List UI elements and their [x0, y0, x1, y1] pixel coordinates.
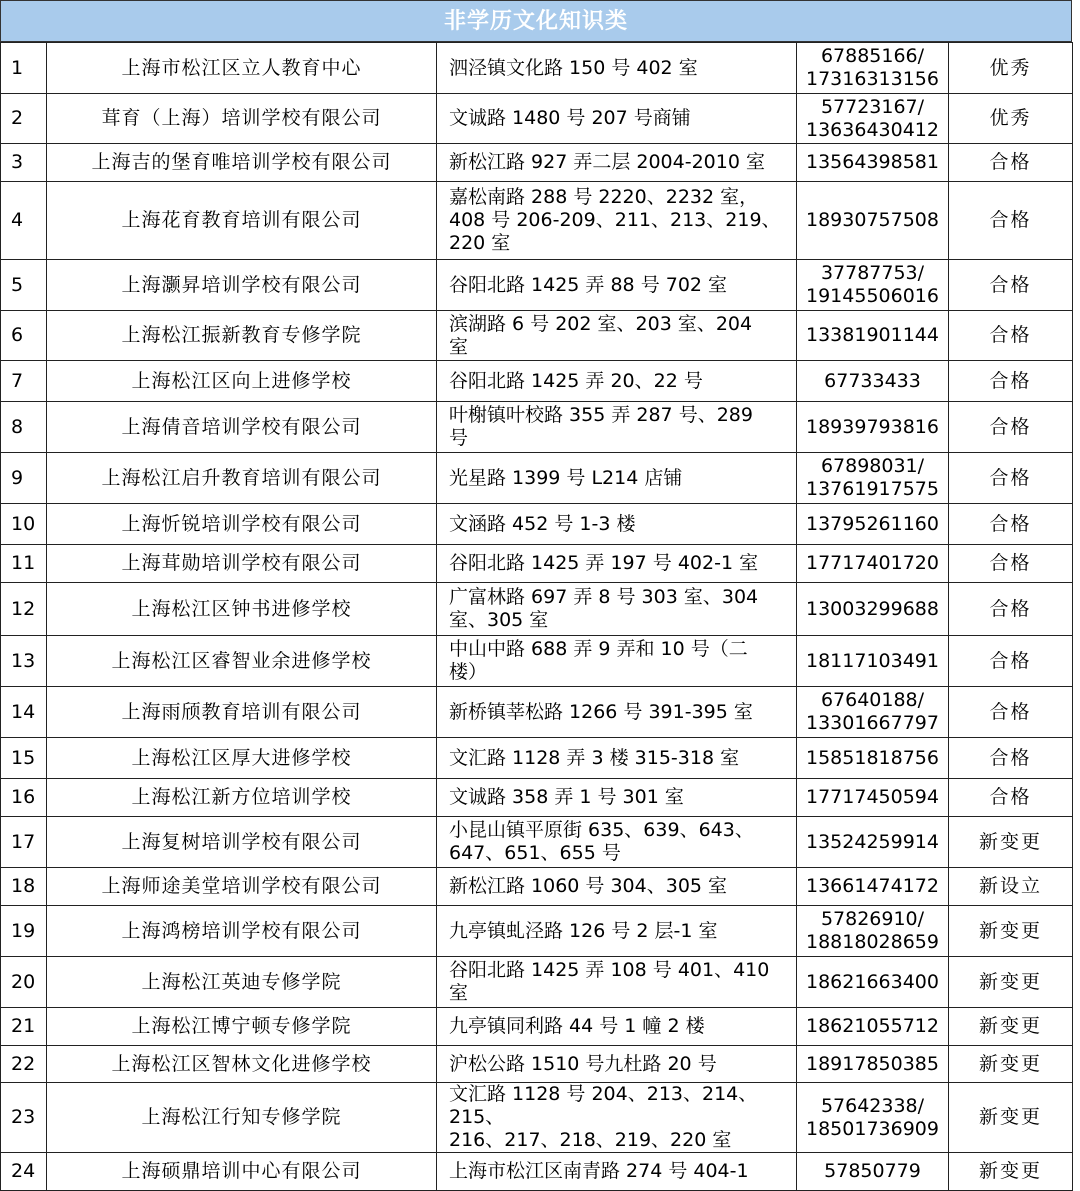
- address-cell: 九亭镇虬泾路 126 号 2 层-1 室: [437, 906, 797, 957]
- address-cell: 谷阳北路 1425 弄 108 号 401、410 室: [437, 957, 797, 1008]
- address-cell: 叶榭镇叶校路 355 弄 287 号、289 号: [437, 402, 797, 453]
- phone-cell: 18930757508: [797, 182, 949, 260]
- row-number-cell: 7: [1, 361, 47, 402]
- table-row: [1, 1046, 1073, 1083]
- row-number-cell: 4: [1, 182, 47, 260]
- address-cell: 光星路 1399 号 L214 店铺: [437, 453, 797, 504]
- row-number-cell: 16: [1, 779, 47, 817]
- table-row: [1, 1008, 1073, 1046]
- phone-cell: 67640188/ 13301667797: [797, 687, 949, 738]
- grade-cell: 合格: [949, 402, 1073, 453]
- table-row: [1, 43, 1073, 94]
- row-number-cell: 11: [1, 545, 47, 583]
- grade-cell: 新变更: [949, 817, 1073, 868]
- row-number-cell: 3: [1, 144, 47, 182]
- phone-cell: 17717450594: [797, 779, 949, 817]
- grade-cell: 合格: [949, 779, 1073, 817]
- table-row: [1, 906, 1073, 957]
- row-number-cell: 17: [1, 817, 47, 868]
- row-number-cell: 15: [1, 738, 47, 779]
- institution-name-cell: 上海师途美堂培训学校有限公司: [47, 868, 437, 906]
- row-number-cell: 18: [1, 868, 47, 906]
- address-cell: 九亭镇同利路 44 号 1 幢 2 楼: [437, 1008, 797, 1046]
- institution-name-cell: 上海松江区向上进修学校: [47, 361, 437, 402]
- table-row: [1, 260, 1073, 311]
- table-body: [1, 43, 1073, 1191]
- row-number-cell: 20: [1, 957, 47, 1008]
- institution-name-cell: 上海松江区智林文化进修学校: [47, 1046, 437, 1083]
- phone-cell: 13564398581: [797, 144, 949, 182]
- row-number-cell: 2: [1, 94, 47, 144]
- institution-name-cell: 上海硕鼎培训中心有限公司: [47, 1153, 437, 1191]
- institution-name-cell: 上海雨颀教育培训有限公司: [47, 687, 437, 738]
- address-cell: 中山中路 688 弄 9 弄和 10 号（二 楼）: [437, 636, 797, 687]
- address-cell: 滨湖路 6 号 202 室、203 室、204 室: [437, 311, 797, 361]
- institution-name-cell: 上海松江英迪专修学院: [47, 957, 437, 1008]
- row-number-cell: 1: [1, 43, 47, 94]
- table-row: [1, 583, 1073, 636]
- grade-cell: 合格: [949, 144, 1073, 182]
- address-cell: 新松江路 927 弄二层 2004-2010 室: [437, 144, 797, 182]
- institution-name-cell: 上海灏昇培训学校有限公司: [47, 260, 437, 311]
- grade-cell: 合格: [949, 738, 1073, 779]
- grade-cell: 优秀: [949, 94, 1073, 144]
- address-cell: 文汇路 1128 弄 3 楼 315-318 室: [437, 738, 797, 779]
- address-cell: 广富林路 697 弄 8 号 303 室、304 室、305 室: [437, 583, 797, 636]
- table-row: [1, 868, 1073, 906]
- row-number-cell: 9: [1, 453, 47, 504]
- address-cell: 新松江路 1060 号 304、305 室: [437, 868, 797, 906]
- grade-cell: 新变更: [949, 957, 1073, 1008]
- grade-cell: 优秀: [949, 43, 1073, 94]
- phone-cell: 18621663400: [797, 957, 949, 1008]
- phone-cell: 18621055712: [797, 1008, 949, 1046]
- row-number-cell: 19: [1, 906, 47, 957]
- table-row: [1, 779, 1073, 817]
- grade-cell: 新设立: [949, 868, 1073, 906]
- institution-name-cell: 上海吉的堡育唯培训学校有限公司: [47, 144, 437, 182]
- address-cell: 嘉松南路 288 号 2220、2232 室， 408 号 206-209、211、213、219、 220 室: [437, 182, 797, 260]
- table-row: [1, 94, 1073, 144]
- grade-cell: 合格: [949, 583, 1073, 636]
- row-number-cell: 21: [1, 1008, 47, 1046]
- address-cell: 谷阳北路 1425 弄 88 号 702 室: [437, 260, 797, 311]
- row-number-cell: 14: [1, 687, 47, 738]
- row-number-cell: 10: [1, 504, 47, 545]
- phone-cell: 13003299688: [797, 583, 949, 636]
- address-cell: 文诚路 358 弄 1 号 301 室: [437, 779, 797, 817]
- address-cell: 谷阳北路 1425 弄 197 号 402-1 室: [437, 545, 797, 583]
- grade-cell: 合格: [949, 545, 1073, 583]
- phone-cell: 13795261160: [797, 504, 949, 545]
- grade-cell: 新变更: [949, 1083, 1073, 1153]
- table-row: [1, 504, 1073, 545]
- address-cell: 谷阳北路 1425 弄 20、22 号: [437, 361, 797, 402]
- phone-cell: 18917850385: [797, 1046, 949, 1083]
- address-cell: 泗泾镇文化路 150 号 402 室: [437, 43, 797, 94]
- institution-name-cell: 上海鸿榜培训学校有限公司: [47, 906, 437, 957]
- row-number-cell: 5: [1, 260, 47, 311]
- grade-cell: 合格: [949, 260, 1073, 311]
- grade-cell: 合格: [949, 636, 1073, 687]
- grade-cell: 新变更: [949, 1153, 1073, 1191]
- institution-name-cell: 上海松江区厚大进修学校: [47, 738, 437, 779]
- institution-name-cell: 上海茸勋培训学校有限公司: [47, 545, 437, 583]
- grade-cell: 合格: [949, 182, 1073, 260]
- table-row: [1, 687, 1073, 738]
- address-cell: 文涵路 452 号 1-3 楼: [437, 504, 797, 545]
- table-row: [1, 545, 1073, 583]
- phone-cell: 18117103491: [797, 636, 949, 687]
- institution-name-cell: 上海花育教育培训有限公司: [47, 182, 437, 260]
- phone-cell: 13381901144: [797, 311, 949, 361]
- institution-name-cell: 上海倩音培训学校有限公司: [47, 402, 437, 453]
- table-row: [1, 738, 1073, 779]
- grade-cell: 新变更: [949, 1008, 1073, 1046]
- phone-cell: 67898031/ 13761917575: [797, 453, 949, 504]
- institution-name-cell: 上海松江区钟书进修学校: [47, 583, 437, 636]
- table-row: [1, 182, 1073, 260]
- phone-cell: 67733433: [797, 361, 949, 402]
- table-row: [1, 144, 1073, 182]
- grade-cell: 合格: [949, 311, 1073, 361]
- row-number-cell: 13: [1, 636, 47, 687]
- table-row: [1, 453, 1073, 504]
- address-cell: 小昆山镇平原街 635、639、643、 647、651、655 号: [437, 817, 797, 868]
- table-title: 非学历文化知识类: [0, 0, 1072, 42]
- row-number-cell: 23: [1, 1083, 47, 1153]
- grade-cell: 新变更: [949, 906, 1073, 957]
- row-number-cell: 24: [1, 1153, 47, 1191]
- address-cell: 新桥镇莘松路 1266 号 391-395 室: [437, 687, 797, 738]
- phone-cell: 57850779: [797, 1153, 949, 1191]
- phone-cell: 17717401720: [797, 545, 949, 583]
- institution-name-cell: 上海松江区睿智业余进修学校: [47, 636, 437, 687]
- row-number-cell: 22: [1, 1046, 47, 1083]
- phone-cell: 13661474172: [797, 868, 949, 906]
- table-row: [1, 361, 1073, 402]
- address-cell: 文诚路 1480 号 207 号商铺: [437, 94, 797, 144]
- grade-cell: 新变更: [949, 1046, 1073, 1083]
- institution-name-cell: 上海松江新方位培训学校: [47, 779, 437, 817]
- phone-cell: 57642338/ 18501736909: [797, 1083, 949, 1153]
- address-cell: 沪松公路 1510 号九杜路 20 号: [437, 1046, 797, 1083]
- grade-cell: 合格: [949, 361, 1073, 402]
- grade-cell: 合格: [949, 453, 1073, 504]
- row-number-cell: 12: [1, 583, 47, 636]
- grade-cell: 合格: [949, 504, 1073, 545]
- phone-cell: 67885166/ 17316313156: [797, 43, 949, 94]
- table-row: [1, 957, 1073, 1008]
- institution-table: [0, 42, 1073, 1191]
- institution-name-cell: 上海松江启升教育培训有限公司: [47, 453, 437, 504]
- grade-cell: 合格: [949, 687, 1073, 738]
- institution-name-cell: 上海复树培训学校有限公司: [47, 817, 437, 868]
- table-row: [1, 402, 1073, 453]
- phone-cell: 57826910/ 18818028659: [797, 906, 949, 957]
- institution-name-cell: 上海市松江区立人教育中心: [47, 43, 437, 94]
- table-row: [1, 817, 1073, 868]
- institution-name-cell: 上海松江博宁顿专修学院: [47, 1008, 437, 1046]
- table-row: [1, 636, 1073, 687]
- row-number-cell: 6: [1, 311, 47, 361]
- phone-cell: 18939793816: [797, 402, 949, 453]
- phone-cell: 13524259914: [797, 817, 949, 868]
- institution-name-cell: 上海松江振新教育专修学院: [47, 311, 437, 361]
- phone-cell: 37787753/ 19145506016: [797, 260, 949, 311]
- address-cell: 上海市松江区南青路 274 号 404-1: [437, 1153, 797, 1191]
- phone-cell: 15851818756: [797, 738, 949, 779]
- institution-name-cell: 上海忻锐培训学校有限公司: [47, 504, 437, 545]
- phone-cell: 57723167/ 13636430412: [797, 94, 949, 144]
- institution-name-cell: 上海松江行知专修学院: [47, 1083, 437, 1153]
- address-cell: 文汇路 1128 号 204、213、214、215、 216、217、218、219、220 室: [437, 1083, 797, 1153]
- institution-name-cell: 茸育（上海）培训学校有限公司: [47, 94, 437, 144]
- table-row: [1, 1153, 1073, 1191]
- row-number-cell: 8: [1, 402, 47, 453]
- table-row: [1, 1083, 1073, 1153]
- table-row: [1, 311, 1073, 361]
